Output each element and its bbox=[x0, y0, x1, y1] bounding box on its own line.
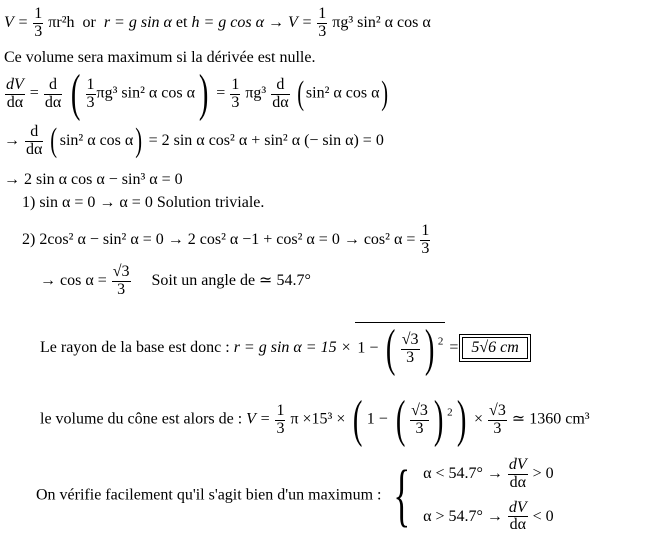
fraction-one-third-5: $\frac{1}{3}$ bbox=[421, 222, 430, 257]
arrow-icon: → bbox=[4, 131, 20, 149]
fraction-one-third: $\frac{1}{3}$ bbox=[34, 5, 43, 40]
volume-result-lhs: V = bbox=[246, 410, 271, 428]
derivative-result: = 2 sin α cos² α + sin² α (− sin α) = 0 bbox=[148, 131, 384, 149]
volume-result-line: le volume du cône est alors de : V = $\frac{1}{3}$ π ×15³ × ( 1 − ( $\frac{√3}{3}$ ) $^2$) × $\frac{√3}{3}$ ≃ 1360 cm³ bbox=[40, 391, 590, 448]
radius-text: Le rayon de la base est donc : bbox=[40, 339, 230, 357]
fraction-sqrt3-over-3: $\frac{√3}{3}$ bbox=[112, 263, 130, 298]
volume-middle-term: π ×15³ × bbox=[290, 410, 346, 428]
volume-lhs: V = bbox=[4, 13, 29, 31]
volume-result: ≃ 1360 cm³ bbox=[511, 410, 590, 428]
case-two-text: 2) 2cos² α − sin² α = 0 → 2 cos² α −1 + cos² α = 0 → cos² α = bbox=[22, 230, 416, 248]
equals-sign: = bbox=[449, 339, 459, 357]
radius-definition: r = g sin α bbox=[103, 13, 172, 31]
fraction-dV-da: $\frac{dV}{d\alpha}$ bbox=[6, 75, 24, 111]
case-trivial-solution: 1) sin α = 0 → α = 0 Solution triviale. bbox=[22, 194, 265, 211]
angle-statement: Soit un angle de ≃ 54.7° bbox=[151, 271, 311, 289]
derivative-line: $\frac{dV}{d\alpha}$ = $\frac{d}{d\alpha}$ ( $\frac{1}{3}$ πg³ sin² α cos α) = $\frac{1}{3}$ πg³ $\frac{d}{d\alpha}$ ( sin² α cos α) bbox=[6, 65, 389, 122]
radius-equation: r = g sin α = 15 × bbox=[233, 339, 352, 357]
fraction-one-third-2: $\frac{1}{3}$ bbox=[318, 5, 327, 40]
derivative-inner: πg³ sin² α cos α bbox=[96, 84, 195, 102]
fraction-one-third-4: $\frac{1}{3}$ bbox=[231, 75, 240, 111]
case-list bbox=[423, 457, 554, 534]
simplified-equation: → 2 sin α cos α − sin³ α = 0 bbox=[4, 171, 183, 188]
case-greater-than: α > 54.7° → $\frac{dV}{d\alpha}$ < 0 bbox=[423, 498, 554, 534]
radius-result-box: 5√6 cm bbox=[462, 337, 527, 359]
case-less-than: α < 54.7° → $\frac{dV}{d\alpha}$ > 0 bbox=[423, 456, 554, 491]
volume-expression: πg³ sin² α cos α bbox=[332, 13, 431, 31]
fraction-d-da-3: $\frac{d}{d\alpha}$ bbox=[26, 123, 43, 158]
sqrt-expression: 1 − ( $\frac{√3}{3}$ ) $^2$ bbox=[357, 320, 444, 377]
case-two-equation bbox=[22, 223, 431, 258]
cos-alpha-result bbox=[40, 264, 311, 299]
fraction-d-da: $\frac{d}{d\alpha}$ bbox=[44, 75, 62, 111]
fraction-d-da-2: $\frac{d}{d\alpha}$ bbox=[272, 75, 289, 111]
maximum-check-line: On vérifie facilement qu'il s'agit bien d'un maximum : { α < 54.7° → $\frac{dV}{d\alpha}$ > 0 α > 54.7° → $\frac{dV}{d\alpha}$ < 0 bbox=[36, 456, 554, 534]
volume-lhs-2: V = bbox=[287, 13, 313, 31]
product-expression: sin² α cos α bbox=[59, 131, 134, 149]
connector-et: et bbox=[175, 13, 188, 31]
derivative-target: sin² α cos α bbox=[305, 84, 380, 102]
fraction-one-third-3: $\frac{1}{3}$ bbox=[86, 75, 95, 111]
sentence-maximum-condition: Ce volume sera maximum si la dérivée est nulle. bbox=[4, 49, 316, 66]
height-definition: h = g cos α → bbox=[191, 13, 284, 31]
volume-rhs: πr²h bbox=[48, 13, 75, 31]
derivative-expansion-line: → $\frac{d}{d\alpha}$ ( sin² α cos α) = 2 sin α cos² α + sin² α (− sin α) = 0 bbox=[4, 122, 384, 160]
maximum-check-text: On vérifie facilement qu'il s'agit bien d'un maximum : bbox=[36, 486, 382, 504]
connector-or: or bbox=[82, 13, 96, 31]
equation-line-volume bbox=[4, 6, 431, 41]
radius-line bbox=[40, 322, 528, 375]
coefficient: πg³ bbox=[245, 84, 267, 102]
volume-text: le volume du cône est alors de : bbox=[40, 410, 243, 428]
cos-alpha-lhs: → cos α = bbox=[40, 271, 107, 289]
